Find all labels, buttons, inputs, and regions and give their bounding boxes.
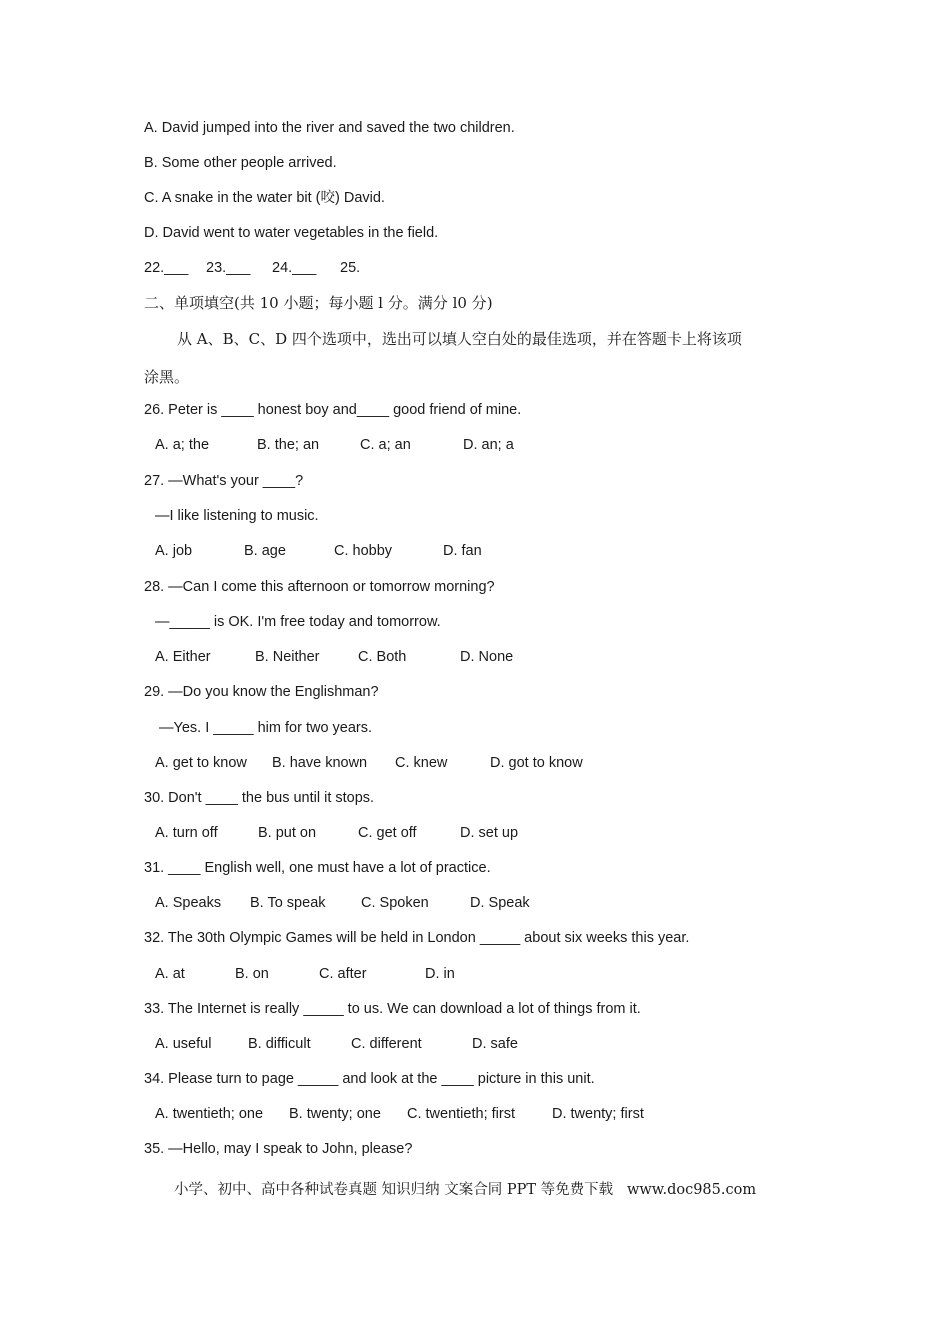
section-instruction-line2: 涂黑。	[144, 368, 190, 386]
passage-option-b: B. Some other people arrived.	[144, 155, 337, 171]
option-d: D. None	[460, 649, 514, 665]
question-30-stem: 30. Don't ____ the bus until it stops.	[144, 790, 375, 806]
question-26-stem: 26. Peter is ____ honest boy and____ good friend of mine.	[144, 402, 522, 418]
option-a: A. useful	[155, 1036, 212, 1052]
option-c: C. hobby	[334, 543, 393, 559]
option-c: C. a; an	[360, 437, 411, 453]
option-d: D. fan	[443, 543, 482, 559]
question-28-stem: 28. —Can I come this afternoon or tomorrow morning?	[144, 579, 495, 595]
option-a: A. a; the	[155, 437, 210, 453]
option-b: B. difficult	[248, 1036, 311, 1052]
page-footer: 小学、初中、高中各种试卷真题 知识归纳 文案合同 PPT 等免费下载 www.doc985.com	[174, 1182, 757, 1198]
question-29-stem: 29. —Do you know the Englishman?	[144, 684, 379, 700]
option-d: D. set up	[460, 825, 519, 841]
question-31-stem: 31. ____ English well, one must have a lot of practice.	[144, 860, 491, 876]
option-c: C. knew	[395, 755, 448, 771]
answer-blank-22: 22.___	[144, 260, 189, 276]
question-27-reply: —I like listening to music.	[155, 508, 319, 524]
answer-blank-23: 23.___	[206, 260, 251, 276]
option-a: A. Either	[155, 649, 211, 665]
option-a: A. Speaks	[155, 895, 222, 911]
question-32-stem: 32. The 30th Olympic Games will be held in London _____ about six weeks this year.	[144, 930, 690, 946]
option-b: B. on	[235, 966, 269, 982]
passage-option-a: A. David jumped into the river and saved the two children.	[144, 120, 515, 136]
option-a: A. job	[155, 543, 193, 559]
answer-blank-24: 24.___	[272, 260, 317, 276]
option-b: B. the; an	[257, 437, 320, 453]
option-d: D. an; a	[463, 437, 514, 453]
question-33-stem: 33. The Internet is really _____ to us. We can download a lot of things from it.	[144, 1001, 641, 1017]
section-heading: 二、单项填空(共 10 小题；每小题 l 分。满分 l0 分)	[144, 294, 493, 312]
option-c: C. Spoken	[361, 895, 429, 911]
option-c: C. twentieth; first	[407, 1106, 515, 1122]
section-instruction-line1: 从 A、B、C、D 四个选项中，选出可以填人空白处的最佳选项，并在答题卡上将该项	[177, 330, 742, 348]
option-b: B. Neither	[255, 649, 320, 665]
option-c: C. after	[319, 966, 367, 982]
option-a: A. twentieth; one	[155, 1106, 264, 1122]
option-c: C. different	[351, 1036, 422, 1052]
passage-option-d: D. David went to water vegetables in the field.	[144, 225, 439, 241]
option-c: C. Both	[358, 649, 407, 665]
option-d: D. twenty; first	[552, 1106, 644, 1122]
option-d: D. in	[425, 966, 455, 982]
question-27-stem: 27. —What's your ____?	[144, 473, 304, 489]
option-a: A. at	[155, 966, 185, 982]
answer-blank-25: 25.	[340, 260, 361, 276]
passage-option-c: C. A snake in the water bit (咬) David.	[144, 190, 385, 206]
option-b: B. To speak	[250, 895, 326, 911]
option-c: C. get off	[358, 825, 417, 841]
question-34-stem: 34. Please turn to page _____ and look at the ____ picture in this unit.	[144, 1071, 595, 1087]
question-28-reply: —_____ is OK. I'm free today and tomorrow.	[155, 614, 441, 630]
option-d: D. safe	[472, 1036, 518, 1052]
option-b: B. put on	[258, 825, 317, 841]
option-a: A. get to know	[155, 755, 247, 771]
question-35-stem: 35. —Hello, may I speak to John, please?	[144, 1141, 413, 1157]
option-b: B. have known	[272, 755, 368, 771]
option-a: A. turn off	[155, 825, 218, 841]
option-b: B. age	[244, 543, 286, 559]
option-d: D. got to know	[490, 755, 583, 771]
question-29-reply: —Yes. I _____ him for two years.	[159, 720, 373, 736]
option-d: D. Speak	[470, 895, 530, 911]
option-b: B. twenty; one	[289, 1106, 381, 1122]
